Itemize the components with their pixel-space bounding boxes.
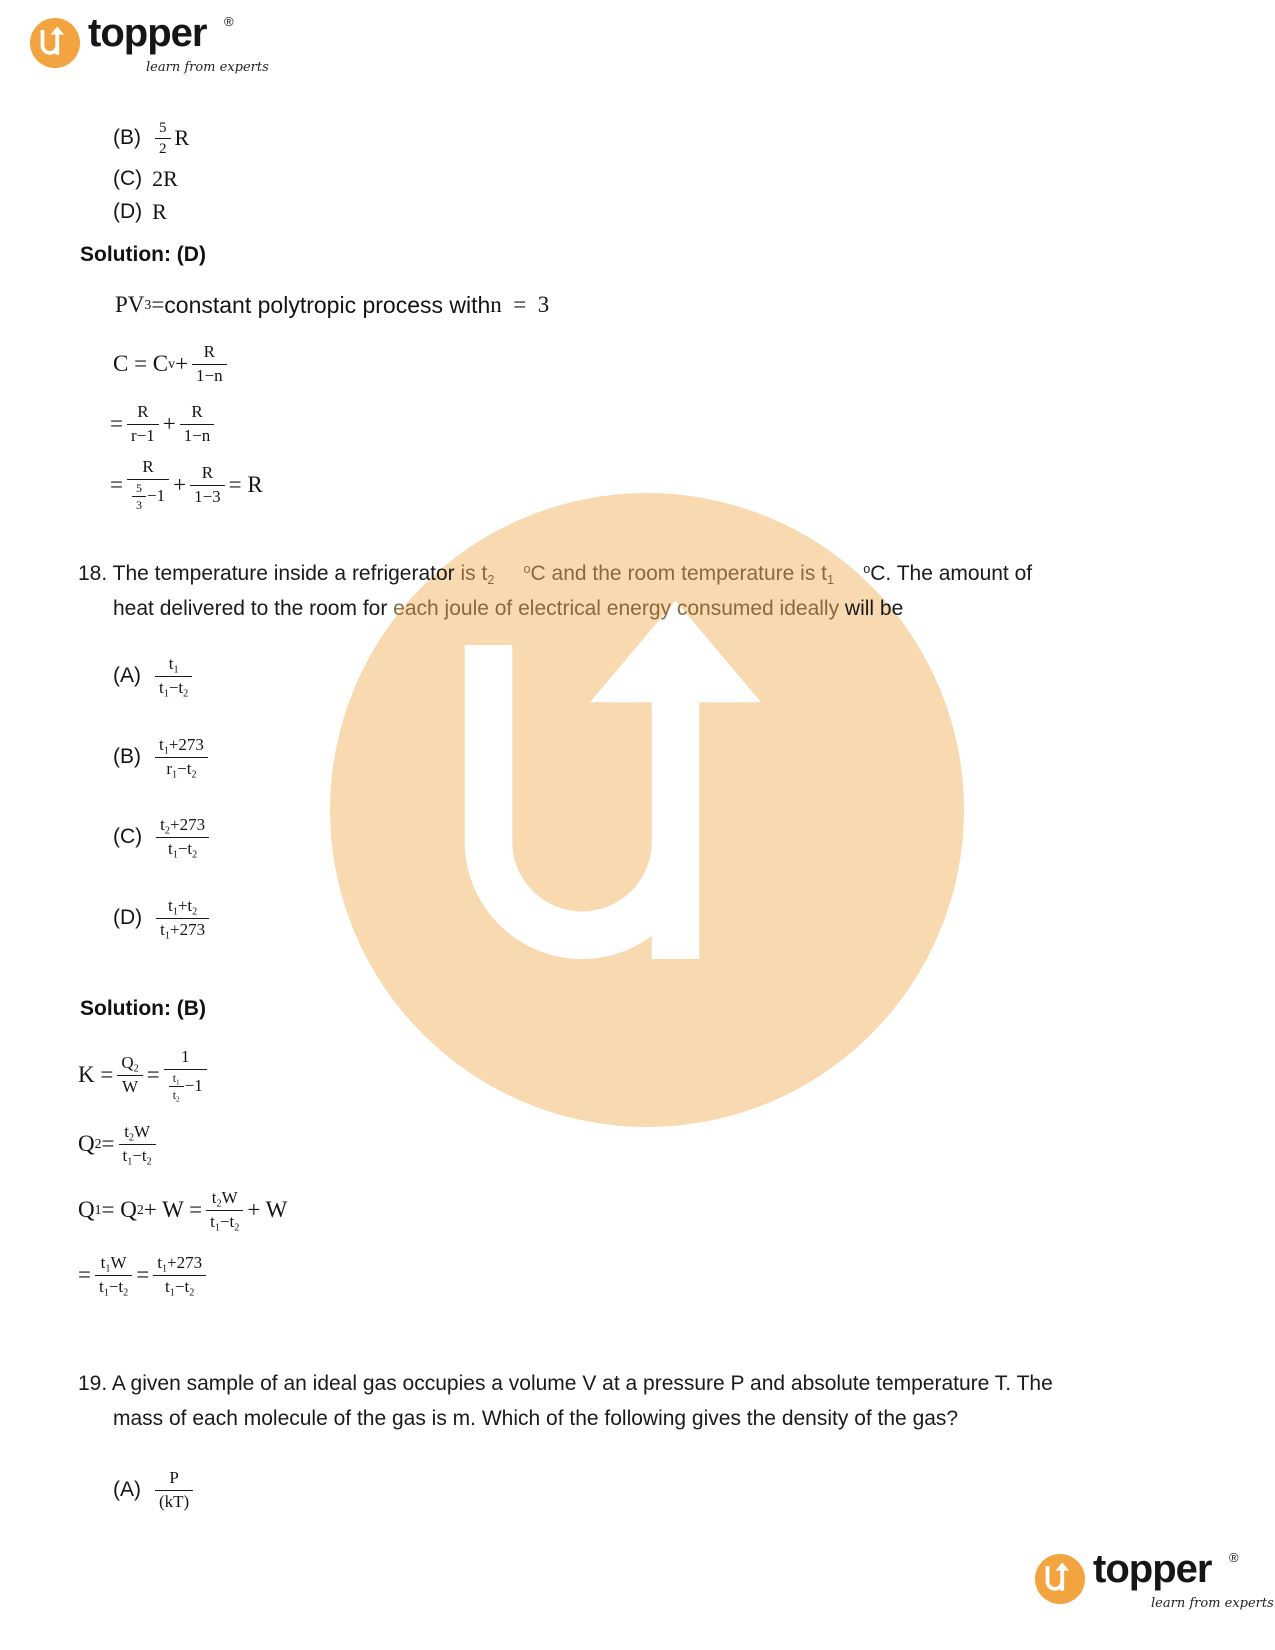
option-math: $\frac{t_2+273}{t_1-t_2}$ [152, 815, 213, 859]
solution-d-eq1: C = C v + $\frac{R}{1-n}$ [113, 336, 231, 392]
question-18-line2: heat delivered to the room for each joule of electrical energy consumed ideally will be [113, 597, 904, 620]
option-math: 2R [152, 166, 178, 191]
utopper-u-arrow-icon [30, 18, 80, 68]
logo-brand-text: topper [1093, 1547, 1212, 1591]
utopper-u-arrow-icon [1035, 1554, 1085, 1604]
option-label: (D) [113, 200, 143, 223]
option-row [113, 811, 213, 863]
question-19-text [78, 1366, 1053, 1436]
logo-tagline: learn from experts [146, 60, 269, 75]
registered-mark: ® [224, 14, 234, 29]
option-math: $\frac{t_1}{t_1-t_2}$ [151, 654, 196, 698]
option-math: $\frac{P}{(kT)}$ [151, 1468, 197, 1512]
option-row [113, 892, 213, 944]
option-label: (A) [113, 664, 141, 687]
option-math: $\frac{5}{2}$ R [151, 119, 189, 158]
solution-b-eq4: = $\frac{t_1W}{t_1-t_2}$ = $\frac{t_1+273}{t_1-t_2}$ [78, 1247, 210, 1303]
option-label: (C) [113, 167, 143, 190]
option-row [113, 112, 189, 164]
question-18-line1: 18. The temperature inside a refrigerator is $t_2$ $^o$C and the room temperature is $t_1$ $^o$C. The amount of [78, 562, 1033, 588]
solution-b-eq1: K = $\frac{Q_2}{W}$ = 1 $\frac{t_1}{t_2}$ −1 [78, 1044, 211, 1106]
option-label: (C) [113, 825, 143, 848]
solution-d-eq3: = R $\frac{5}{3}$ −1 + $\frac{R}{1-3}$ = R [110, 457, 263, 513]
utopper-logo-header [30, 11, 270, 98]
question-19-line1: 19. A given sample of an ideal gas occupies a volume V at a pressure P and absolute temperature T. The [78, 1372, 1053, 1395]
logo-tagline: learn from experts [1151, 1596, 1274, 1611]
option-label: (B) [113, 745, 141, 768]
solution-d-eq2: = $\frac{R}{r-1}$ + $\frac{R}{1-n}$ [110, 396, 218, 452]
logo-brand-text: topper [88, 11, 207, 55]
solution-b-eq3: Q 1 = Q 2 + W = $\frac{t_2W}{t_1-t_2}$ + W [78, 1188, 288, 1233]
option-math: $\frac{t_1+t_2}{t_1+273}$ [152, 896, 213, 940]
option-row [113, 162, 178, 196]
option-math: R [152, 199, 167, 224]
question-19-line2: mass of each molecule of the gas is m. Which of the following gives the density of the gas? [113, 1407, 959, 1430]
utopper-logo-footer [1035, 1547, 1275, 1634]
option-row [113, 650, 196, 702]
question-18-text [78, 556, 1032, 626]
option-row [113, 731, 212, 783]
solution-b-eq2: Q 2 = $\frac{t_2W}{t_1-t_2}$ [78, 1116, 160, 1172]
registered-mark: ® [1229, 1550, 1239, 1565]
option-row [113, 1462, 197, 1518]
option-label: (D) [113, 906, 143, 929]
option-label: (A) [113, 1478, 141, 1501]
option-row [113, 195, 167, 229]
solution-b-heading: Solution: (B) [80, 997, 206, 1020]
solution-d-heading: Solution: (D) [80, 243, 206, 266]
option-label: (B) [113, 126, 141, 149]
solution-d-intro: PV 3 = constant polytropic process with n = 3 [115, 291, 550, 318]
option-math: $\frac{t_1+273}{r_1-t_2}$ [151, 735, 212, 779]
